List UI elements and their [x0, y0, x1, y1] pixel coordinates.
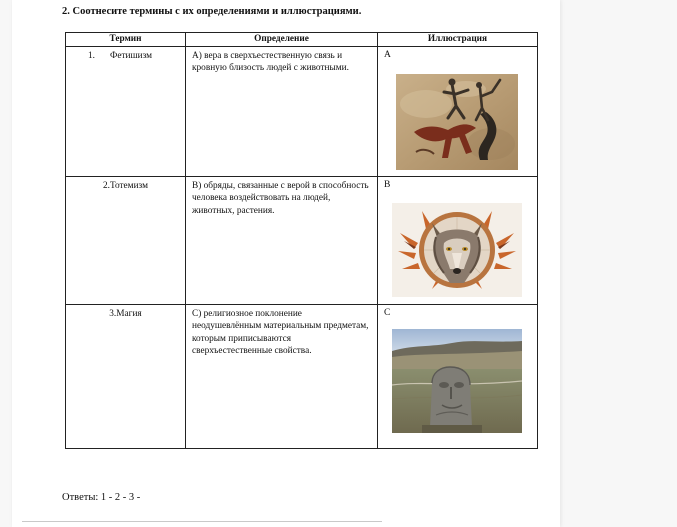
illustration-letter: В — [384, 179, 391, 190]
illustration-cell — [378, 304, 538, 448]
term-cell — [66, 46, 186, 176]
stone-idol-steppe-image — [392, 329, 522, 433]
illustration-cell — [378, 46, 538, 176]
header-definition: Определение — [186, 33, 378, 47]
illustration-letter: А — [384, 49, 391, 60]
definition-cell: В) обряды, связанные с верой в способность человека воздействовать на людей, животных, растения. — [186, 176, 378, 304]
term-text: Фетишизм — [110, 50, 153, 61]
term-cell: 3.Магия — [66, 304, 186, 448]
table-row — [66, 176, 538, 304]
table-header-row — [66, 33, 538, 47]
wolf-dreamcatcher-image — [392, 203, 522, 297]
header-illustration: Иллюстрация — [378, 33, 538, 47]
table-row — [66, 46, 538, 176]
term-number: 1. — [88, 50, 95, 61]
divider — [22, 521, 382, 522]
matching-table — [65, 32, 538, 449]
task-title: 2. Соотнесите термины с их определениями и иллюстрациями. — [62, 6, 362, 17]
definition-cell: С) религиозное поклонение неодушевлённым материальным предметам, которым приписываются сверхъестественные свойства. — [186, 304, 378, 448]
definition-cell: А) вера в сверхъестественную связь и кровную близость людей с животными. — [186, 46, 378, 176]
rock-painting-hunters-image — [396, 74, 518, 170]
table-row — [66, 304, 538, 448]
term-cell: 2.Тотемизм — [66, 176, 186, 304]
illustration-cell — [378, 176, 538, 304]
illustration-letter: С — [384, 307, 391, 318]
answers-line: Ответы: 1 - 2 - 3 - — [62, 492, 141, 503]
header-term: Термин — [66, 33, 186, 47]
